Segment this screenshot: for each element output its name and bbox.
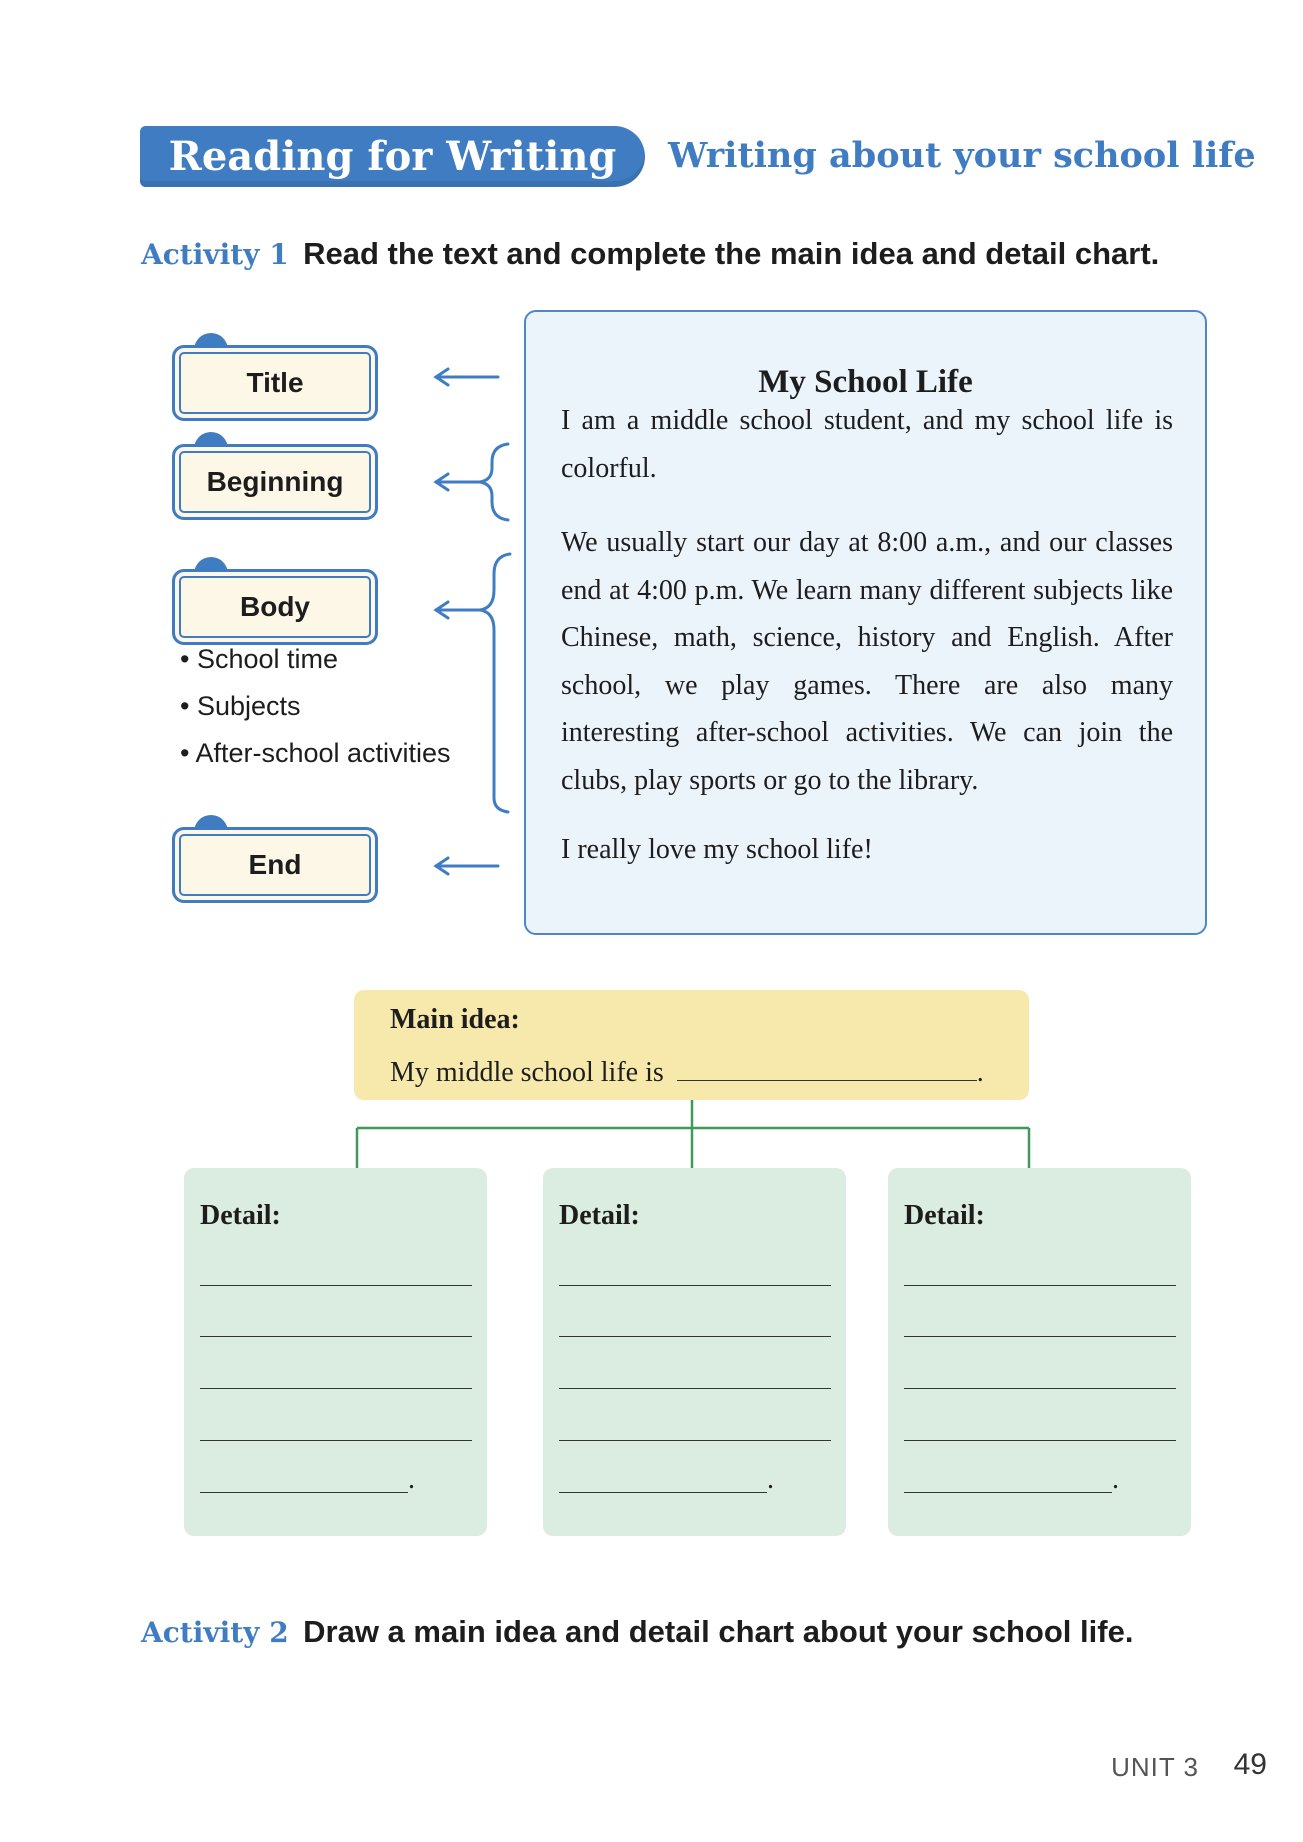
main-idea-label: Main idea: [390, 1004, 520, 1035]
paragraph-body: We usually start our day at 8:00 a.m., and our classes end at 4:00 p.m. We learn many different subjects like Chinese, math, science, history and English. After school, we play games. There are also many interesting after-school activities. We can join the clubs, play sports or go to the library. [561, 527, 1173, 796]
page-number: 49 [1233, 1748, 1267, 1781]
list-item: • School time [180, 644, 339, 674]
period-mark: . [408, 1464, 415, 1495]
detail-blank-line[interactable] [559, 1440, 831, 1441]
activity-1-label: Activity 1 [141, 238, 289, 271]
activity-2-label: Activity 2 [141, 1616, 289, 1649]
detail-blank-line[interactable] [904, 1440, 1176, 1441]
activity-2-instruction: Draw a main idea and detail chart about your school life. [303, 1614, 1134, 1649]
period-mark: . [767, 1464, 774, 1495]
detail-blank-line[interactable] [200, 1285, 472, 1286]
text-title: My School Life [758, 364, 973, 400]
chart-connectors [340, 1100, 1040, 1170]
detail-label: Detail: [904, 1200, 985, 1231]
detail-blank-line[interactable] [559, 1336, 831, 1337]
activity-2-heading [141, 1614, 1133, 1650]
detail-blank-line[interactable] [904, 1388, 1176, 1389]
reading-text-box [524, 310, 1207, 935]
section-subtitle: Writing about your school life [668, 135, 1256, 176]
brace-beginning [480, 444, 508, 520]
list-item: • After-school activities [180, 738, 451, 768]
body-points-list [180, 644, 451, 785]
activity-1-heading [141, 236, 1159, 272]
paragraph-beginning: I am a middle school student, and my school life is colorful. [561, 405, 1173, 484]
banner-title: Reading for Writing [168, 133, 617, 180]
tag-title: Title [172, 345, 378, 421]
main-idea-blank[interactable] [677, 1054, 977, 1081]
detail-label: Detail: [200, 1200, 281, 1231]
main-idea-box [354, 990, 1029, 1100]
detail-blank-line[interactable] [200, 1440, 472, 1441]
detail-blank-line[interactable] [904, 1336, 1176, 1337]
detail-label: Detail: [559, 1200, 640, 1231]
detail-box-2 [543, 1168, 846, 1536]
activity-1-instruction: Read the text and complete the main idea and detail chart. [303, 236, 1160, 271]
detail-blank-line[interactable] [200, 1336, 472, 1337]
tag-end: End [172, 827, 378, 903]
detail-blank-line[interactable] [200, 1388, 472, 1389]
section-banner [140, 126, 645, 187]
tag-body: Body [172, 569, 378, 645]
unit-label: UNIT 3 [1111, 1752, 1199, 1782]
connector-arrows [420, 350, 530, 890]
paragraph-end: I really love my school life! [561, 834, 873, 865]
detail-blank-line[interactable] [559, 1492, 767, 1493]
brace-body [480, 554, 510, 812]
detail-blank-line[interactable] [904, 1285, 1176, 1286]
detail-blank-line[interactable] [200, 1492, 408, 1493]
tag-beginning: Beginning [172, 444, 378, 520]
main-idea-text: My middle school life is . [390, 1054, 984, 1089]
detail-blank-line[interactable] [559, 1388, 831, 1389]
detail-box-3 [888, 1168, 1191, 1536]
detail-box-1 [184, 1168, 487, 1536]
detail-blank-line[interactable] [559, 1285, 831, 1286]
detail-blank-line[interactable] [904, 1492, 1112, 1493]
period-mark: . [1112, 1464, 1119, 1495]
list-item: • Subjects [180, 691, 301, 721]
